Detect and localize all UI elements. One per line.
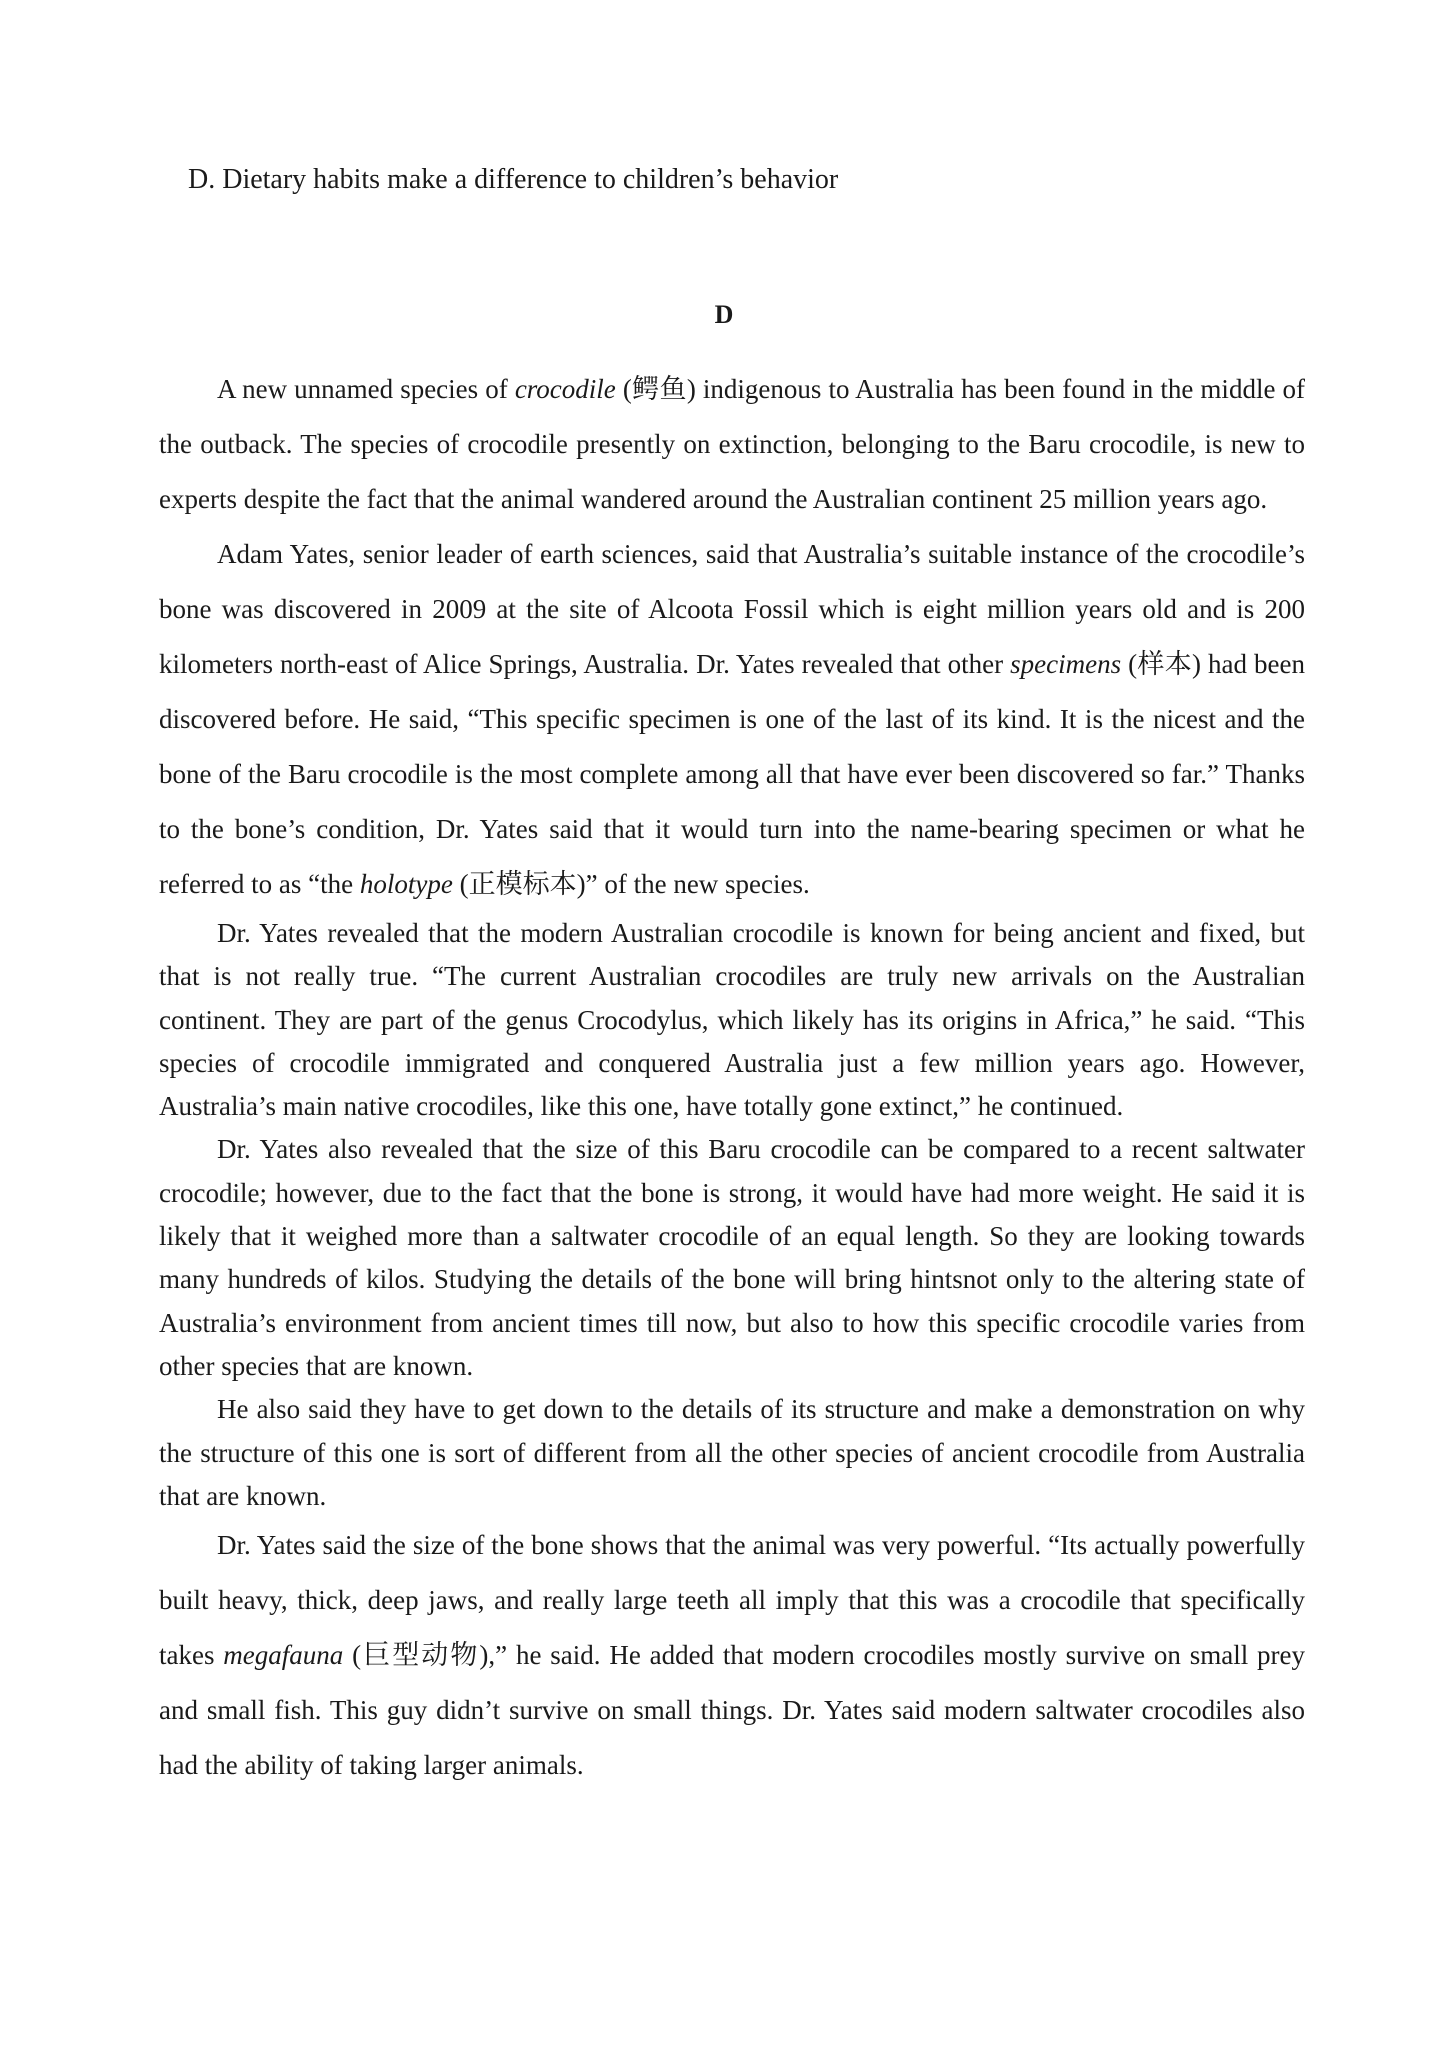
paragraph-2-text-b: had been discovered before. He said, “This specific specimen is one of the last of its kind. It is the nicest and the bone of the Baru crocodile is the most complete among all that have ever been discovered so far.” Thanks to the bone’s condition, Dr. Yates said that it would turn into the name-bearing specimen or what he referred to as “the (159, 649, 1305, 899)
gloss-holotype: (正模标本)” (452, 869, 598, 899)
gloss-crocodile: (鳄鱼) (615, 374, 696, 404)
paragraph-2-text-a: Adam Yates, senior leader of earth sciences, said that Australia’s suitable instance of the crocodile’s bone was discovered in 2009 at the site of Alcoota Fossil which is eight million years old and is 200 kilometers north-east of Alice Springs, Australia. Dr. Yates revealed that other (159, 539, 1305, 679)
paragraph-2 (159, 527, 1305, 912)
term-crocodile: crocodile (514, 374, 616, 404)
paragraph-3: Dr. Yates revealed that the modern Australian crocodile is known for being ancient and fixed, but that is not really true. “The current Australian crocodiles are truly new arrivals on the Australian continent. They are part of the genus Crocodylus, which likely has its origins in Africa,” he said. “This species of crocodile immigrated and conquered Australia just a few million years ago. However, Australia’s main native crocodiles, like this one, have totally gone extinct,” he continued. (159, 918, 1305, 1122)
paragraph-1-text-a: A new unnamed species of (217, 374, 515, 404)
paragraph-4: Dr. Yates also revealed that the size of this Baru crocodile can be compared to a recent saltwater crocodile; however, due to the fact that the bone is strong, it would have had more weight. He said it is likely that it weighed more than a saltwater crocodile of an equal length. So they are looking towards many hundreds of kilos. Studying the details of the bone will bring hintsnot only to the altering state of Australia’s environment from ancient times till now, but also to how this specific crocodile varies from other species that are known. (159, 1134, 1305, 1381)
term-holotype: holotype (359, 869, 453, 899)
section-heading: D (714, 300, 734, 329)
paragraph-1 (159, 362, 1305, 527)
gloss-megafauna: (巨型动物),” (343, 1640, 508, 1671)
passage-body (159, 362, 1305, 1793)
paragraph-6-text-b: he said. He added that modern crocodiles mostly survive on small prey and small fish. This guy didn’t survive on small things. Dr. Yates said modern saltwater crocodiles also had the ability of taking larger animals. (159, 1640, 1306, 1781)
paragraph-2-text-c: of the new species. (597, 869, 810, 899)
paragraph-6 (159, 1518, 1305, 1793)
answer-option-d: D. Dietary habits make a difference to children’s behavior (188, 164, 839, 195)
paragraph-6-text-a: Dr. Yates said the size of the bone shows that the animal was very powerful. “Its actually powerfully built heavy, thick, deep jaws, and really large teeth all imply that this was a crocodile that specifically takes (159, 1530, 1305, 1671)
term-megafauna: megafauna (223, 1640, 344, 1671)
term-specimens: specimens (1010, 649, 1122, 679)
paragraph-5: He also said they have to get down to the details of its structure and make a demonstration on why the structure of this one is sort of different from all the other species of ancient crocodile from Australia that are known. (159, 1394, 1305, 1511)
paragraph-1-text-b: indigenous to Australia has been found in the middle of the outback. The species of crocodile presently on extinction, belonging to the Baru crocodile, is new to experts despite the fact that the animal wandered around the Australian continent 25 million years ago. (159, 374, 1305, 514)
gloss-specimens: (样本) (1121, 649, 1201, 679)
